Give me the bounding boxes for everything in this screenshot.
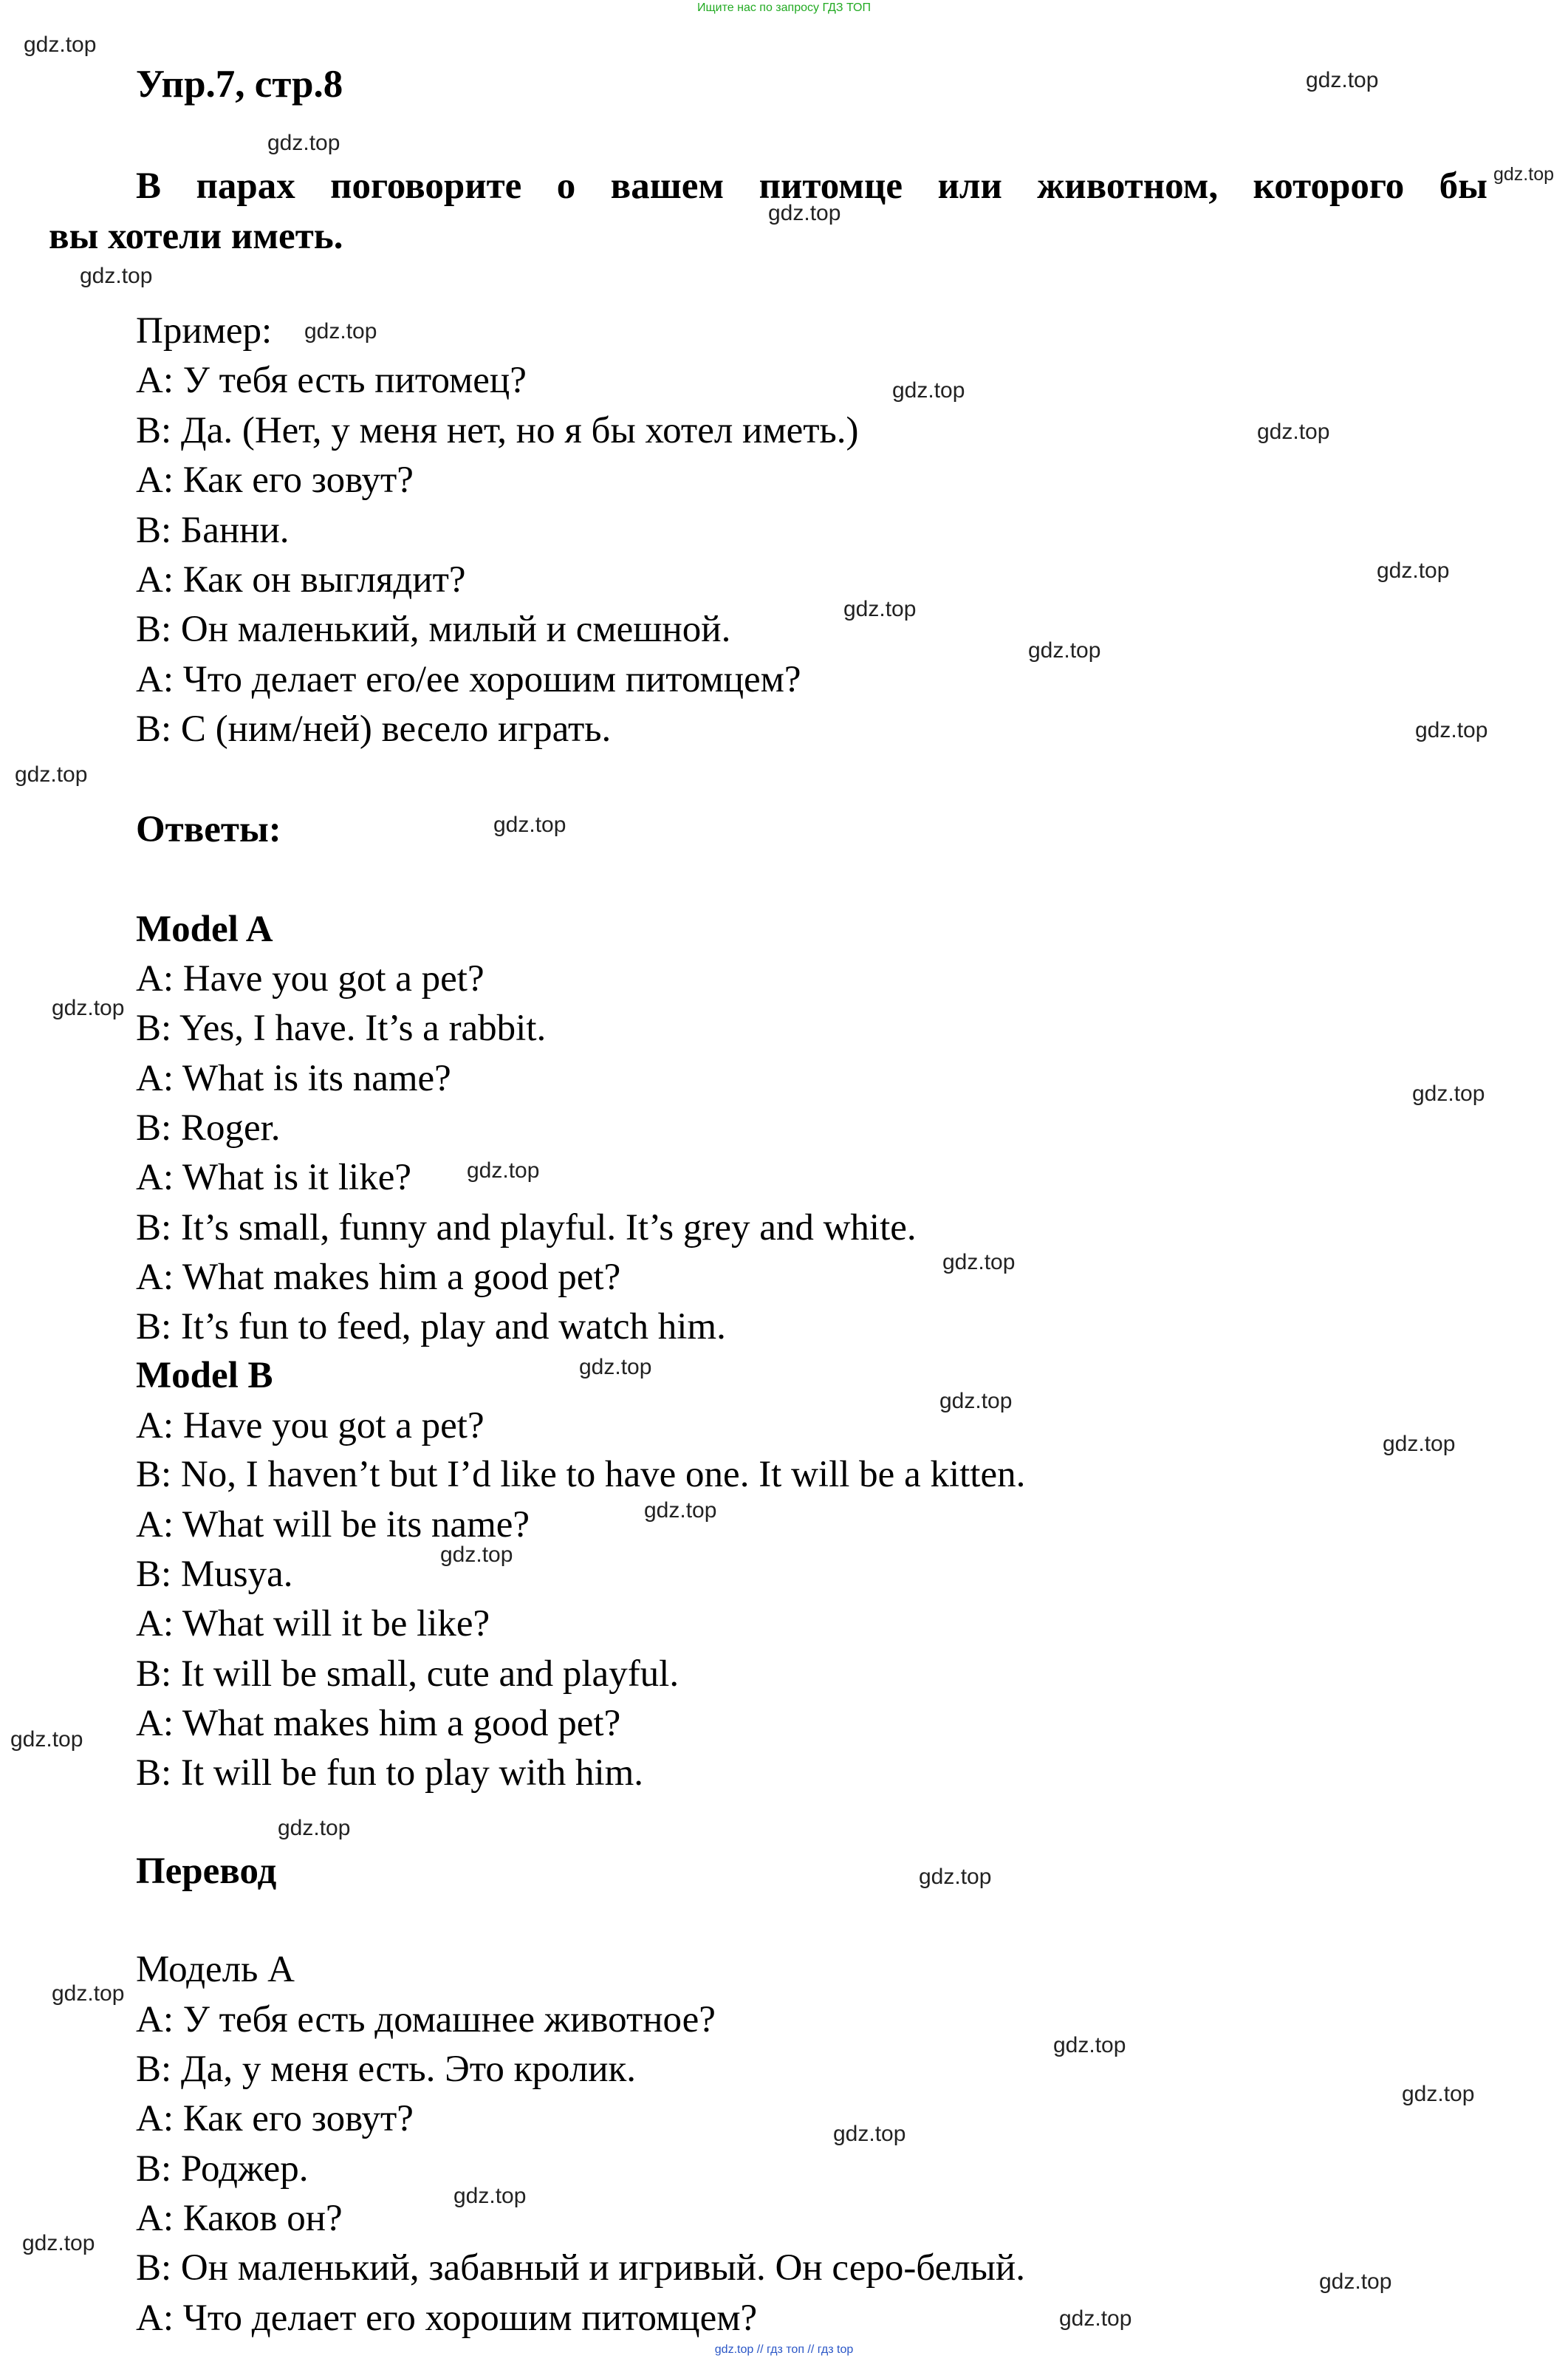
watermark: gdz.top [267,131,340,155]
watermark: gdz.top [1257,420,1330,444]
translation-a-line: В: Он маленький, забавный и игривый. Он серо-белый. [136,2247,1025,2289]
watermark: gdz.top [80,264,153,288]
answers-heading: Ответы: [136,809,281,850]
model-a-line: A: What makes him a good pet? [136,1257,621,1298]
translation-a-line: В: Роджер. [136,2148,309,2190]
model-b-line: B: It will be small, cute and playful. [136,1653,679,1695]
exercise-title: Упр.7, стр.8 [136,63,343,106]
watermark: gdz.top [1415,718,1488,742]
model-b-line: A: What makes him a good pet? [136,1703,621,1744]
watermark: gdz.top [440,1543,513,1567]
task-line-1: В парах поговорите о вашем питомце или животном, которого бы [136,165,1487,207]
model-a-line: A: What is its name? [136,1058,451,1099]
translation-a-heading: Модель А [136,1949,295,1990]
model-b-line: B: Musya. [136,1554,293,1595]
model-b-line: A: Have you got a pet? [136,1405,485,1446]
translation-a-line: А: Как его зовут? [136,2098,414,2139]
watermark: gdz.top [579,1355,652,1379]
watermark: gdz.top [52,996,125,1020]
watermark: gdz.top [15,762,88,787]
watermark: gdz.top [22,2231,95,2255]
example-line: B: Да. (Нет, у меня нет, но я бы хотел иметь.) [136,410,859,451]
example-line: A: У тебя есть питомец? [136,360,527,401]
watermark: gdz.top [1402,2082,1475,2106]
watermark: gdz.top [1319,2269,1392,2294]
example-line: B: Он маленький, милый и смешной. [136,609,731,650]
translation-a-line: А: Что делает его хорошим питомцем? [136,2298,758,2339]
model-a-line: A: Have you got a pet? [136,958,485,1000]
model-b-line: B: It will be fun to play with him. [136,1752,644,1794]
watermark: gdz.top [304,319,377,344]
watermark: gdz.top [843,597,917,621]
watermark: gdz.top [1053,2033,1126,2057]
watermark: gdz.top [1306,68,1379,92]
example-line: A: Как его зовут? [136,460,414,501]
example-line: A: Что делает его/ее хорошим питомцем? [136,659,801,700]
model-b-line: B: No, I haven’t but I’d like to have one. It will be a kitten. [136,1454,1026,1495]
watermark: gdz.top [1383,1432,1456,1456]
model-a-line: B: It’s fun to feed, play and watch him. [136,1306,726,1347]
watermark: gdz.top [493,813,566,837]
bottom-banner: gdz.top // гдз топ // гдз top [714,2343,854,2356]
example-line: B: С (ним/ней) весело играть. [136,708,612,750]
model-a-heading: Model A [136,909,273,950]
translation-a-line: В: Да, у меня есть. Это кролик. [136,2049,637,2090]
watermark: gdz.top [939,1389,1013,1413]
example-line: B: Банни. [136,510,290,551]
watermark: gdz.top [453,2184,527,2208]
translation-heading: Перевод [136,1851,277,1892]
watermark: gdz.top [1028,638,1101,663]
task-line-2: вы хотели иметь. [49,216,343,257]
watermark: gdz.top [467,1158,540,1183]
watermark: gdz.top [24,33,97,57]
example-line: A: Как он выглядит? [136,559,466,601]
watermark: gdz.top [1412,1082,1485,1106]
watermark: gdz.top [1493,164,1555,185]
watermark: gdz.top [278,1816,351,1840]
watermark: gdz.top [942,1250,1016,1274]
watermark: gdz.top [644,1498,717,1523]
watermark: gdz.top [1059,2306,1132,2331]
watermark: gdz.top [833,2122,906,2146]
model-a-line: B: It’s small, funny and playful. It’s grey and white. [136,1207,917,1248]
top-banner-link[interactable]: Ищите нас по запросу ГДЗ ТОП [697,1,871,14]
model-b-heading: Model B [136,1355,273,1396]
watermark: gdz.top [768,201,841,225]
translation-a-line: А: У тебя есть домашнее животное? [136,1999,716,2040]
watermark: gdz.top [10,1727,83,1752]
translation-a-line: А: Каков он? [136,2198,343,2239]
watermark: gdz.top [52,1981,125,2006]
model-a-line: B: Roger. [136,1107,281,1149]
example-heading: Пример: [136,310,273,352]
watermark: gdz.top [919,1865,992,1889]
model-a-line: A: What is it like? [136,1157,411,1198]
watermark: gdz.top [892,378,965,403]
watermark: gdz.top [1377,558,1450,583]
model-a-line: B: Yes, I have. It’s a rabbit. [136,1008,547,1049]
model-b-line: A: What will be its name? [136,1504,530,1545]
model-b-line: A: What will it be like? [136,1603,490,1644]
